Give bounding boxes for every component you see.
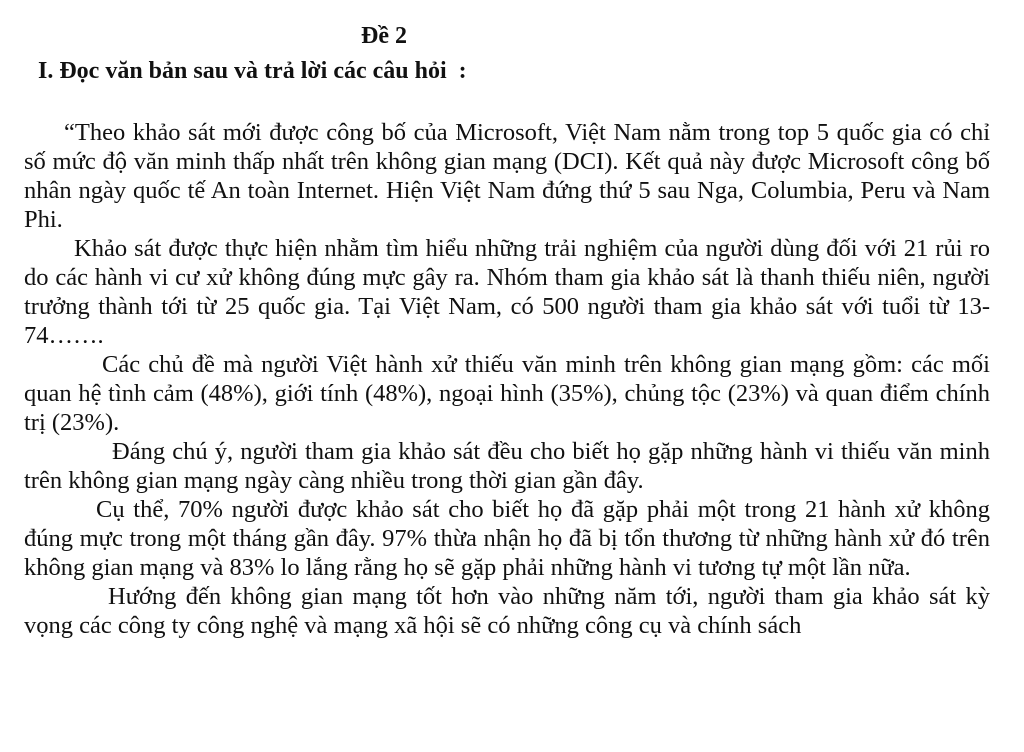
section-heading: I. Đọc văn bản sau và trả lời các câu hỏi : — [38, 58, 467, 84]
paragraph-3: Các chủ đề mà người Việt hành xử thiếu văn minh trên không gian mạng gồm: các mối quan hệ tình cảm (48%), giới tính (48%), ngoại hình (35%), chủng tộc (23%) và quan điểm chính trị (23%). — [24, 351, 990, 436]
paragraph-1: “Theo khảo sát mới được công bố của Microsoft, Việt Nam nằm trong top 5 quốc gia có chỉ số mức độ văn minh thấp nhất trên không gian mạng (DCI). Kết quả này được Microsoft công bố nhân ngày quốc tế An toàn Internet. Hiện Việt Nam đứng thứ 5 sau Nga, Columbia, Peru và Nam Phi. — [24, 119, 990, 233]
paragraph-5: Cụ thể, 70% người được khảo sát cho biết họ đã gặp phải một trong 21 hành xử không đúng mực trong một tháng gần đây. 97% thừa nhận họ đã bị tổn thương từ những hành xử đó trên không gian mạng và 83% lo lắng rằng họ sẽ gặp phải những hành vi tương tự một lần nữa. — [24, 496, 990, 581]
paragraph-4: Đáng chú ý, người tham gia khảo sát đều cho biết họ gặp những hành vi thiếu văn minh trên không gian mạng ngày càng nhiều trong thời gian gần đây. — [24, 438, 990, 494]
paragraph-2: Khảo sát được thực hiện nhằm tìm hiểu những trải nghiệm của người dùng đối với 21 rủi ro do các hành vi cư xử không đúng mực gây ra. Nhóm tham gia khảo sát là thanh thiếu niên, người trưởng thành tới từ 25 quốc gia. Tại Việt Nam, có 500 người tham gia khảo sát với tuổi từ 13-74……. — [24, 235, 990, 349]
reading-passage — [24, 118, 990, 640]
paragraph-6: Hướng đến không gian mạng tốt hơn vào những năm tới, người tham gia khảo sát kỳ vọng các công ty công nghệ và mạng xã hội sẽ có những công cụ và chính sách — [24, 583, 990, 639]
exam-title: Đề 2 — [361, 23, 407, 49]
